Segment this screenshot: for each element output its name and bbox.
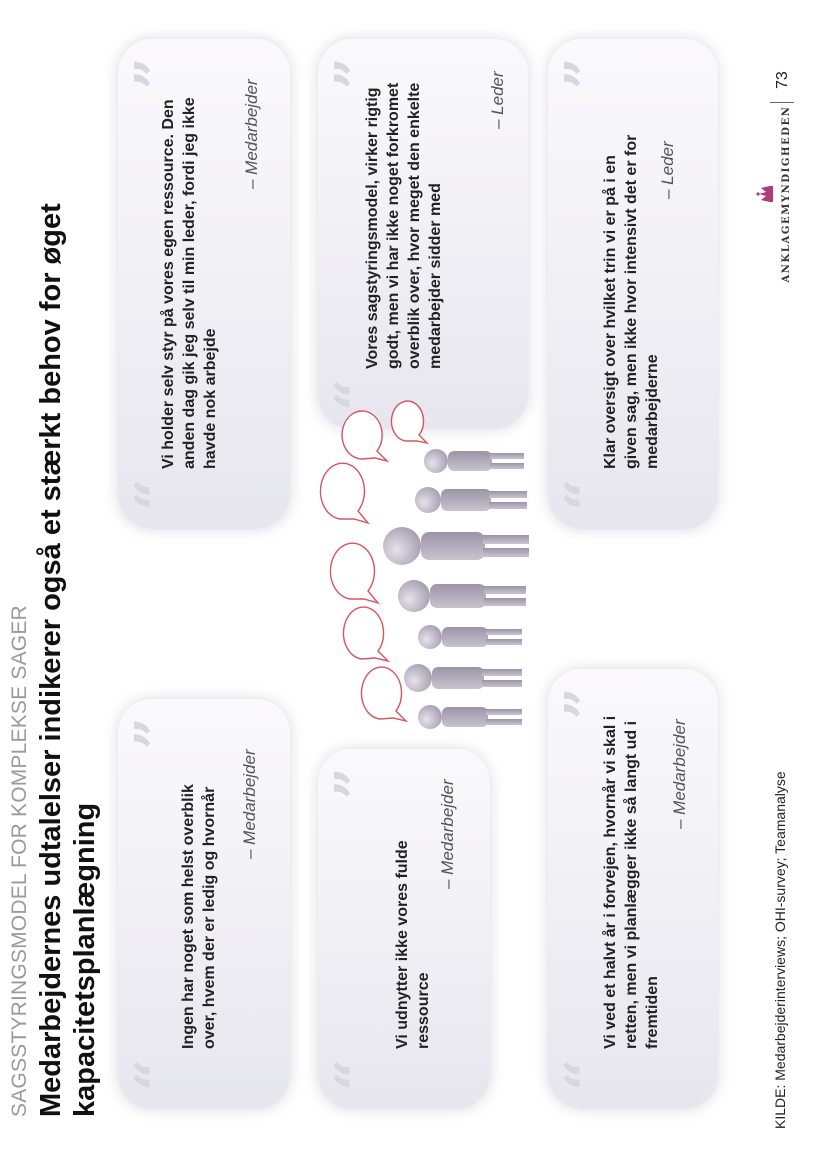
logo xyxy=(756,79,792,309)
page-title: Medarbejdernes udtalelser indikerer også et stærkt behov for øget kapacitetsplanlægning xyxy=(35,203,101,1117)
quote-bubble-1 xyxy=(118,699,290,1109)
open-quote-icon: “ xyxy=(123,478,189,511)
page-number: 73 xyxy=(774,71,791,89)
quote-text: Vi ved et halvt år i forvejen, hvornår vi skal i retten, men vi planlægger ikke så langt ud i fremtiden xyxy=(602,715,661,1049)
close-quote-icon: ” xyxy=(553,57,619,90)
quote-bubble-4 xyxy=(318,39,528,429)
quote-text: Ingen har noget som helst overblik over, hvem der er ledig og hvornår xyxy=(180,784,218,1049)
open-quote-icon: “ xyxy=(553,478,619,511)
quote-attribution: – Medarbejder xyxy=(670,719,689,829)
close-quote-icon: ” xyxy=(553,687,619,720)
quote-bubble-5 xyxy=(548,669,718,1109)
quote-text: Vi holder selv styr på vores egen ressource. Den anden dag gik jeg selv til min leder, fordi jeg ikke havde nok arbejde xyxy=(160,97,219,469)
page-separator xyxy=(770,102,794,103)
quote-text: Klar oversigt over hvilket trin vi er på i en given sag, men ikke hvor intensivt det er for medarbejderne xyxy=(602,134,661,469)
quote-bubble-2 xyxy=(118,39,290,529)
close-quote-icon: ” xyxy=(123,717,189,750)
source-note: KILDE: Medarbejderinterviews; OHI-survey; Teamanalyse xyxy=(772,771,788,1129)
close-quote-icon: ” xyxy=(123,57,189,90)
open-quote-icon: “ xyxy=(323,378,389,411)
quote-bubble-6 xyxy=(548,39,718,529)
quote-attribution: – Medarbejder xyxy=(438,779,457,889)
quote-attribution: – Leder xyxy=(488,71,507,129)
quote-text: Vi udnytter ikke vores fulde ressource xyxy=(394,840,432,1049)
section-label: SAGSSTYRINGSMODEL FOR KOMPLEKSE SAGER xyxy=(8,605,31,1117)
open-quote-icon: “ xyxy=(123,1058,189,1091)
open-quote-icon: “ xyxy=(323,1058,389,1091)
figures-group xyxy=(383,449,529,729)
quote-text: Vores sagstyringsmodel, virker rigtig godt, men vi har ikke noget forkromet overblik over, hvor meget den enkelte medarbejder sidder med xyxy=(364,82,444,369)
logo-text: ANKLAGEMYNDIGHEDEN xyxy=(781,105,792,283)
close-quote-icon: ” xyxy=(323,57,389,90)
quote-attribution: – Leder xyxy=(658,141,677,199)
quote-attribution: – Medarbejder xyxy=(242,79,261,189)
quote-bubble-3 xyxy=(318,749,490,1109)
people-talking-illustration xyxy=(310,399,540,759)
quote-attribution: – Medarbejder xyxy=(240,749,259,859)
open-quote-icon: “ xyxy=(553,1058,619,1091)
close-quote-icon: ” xyxy=(323,767,389,800)
crown-icon xyxy=(756,184,774,204)
